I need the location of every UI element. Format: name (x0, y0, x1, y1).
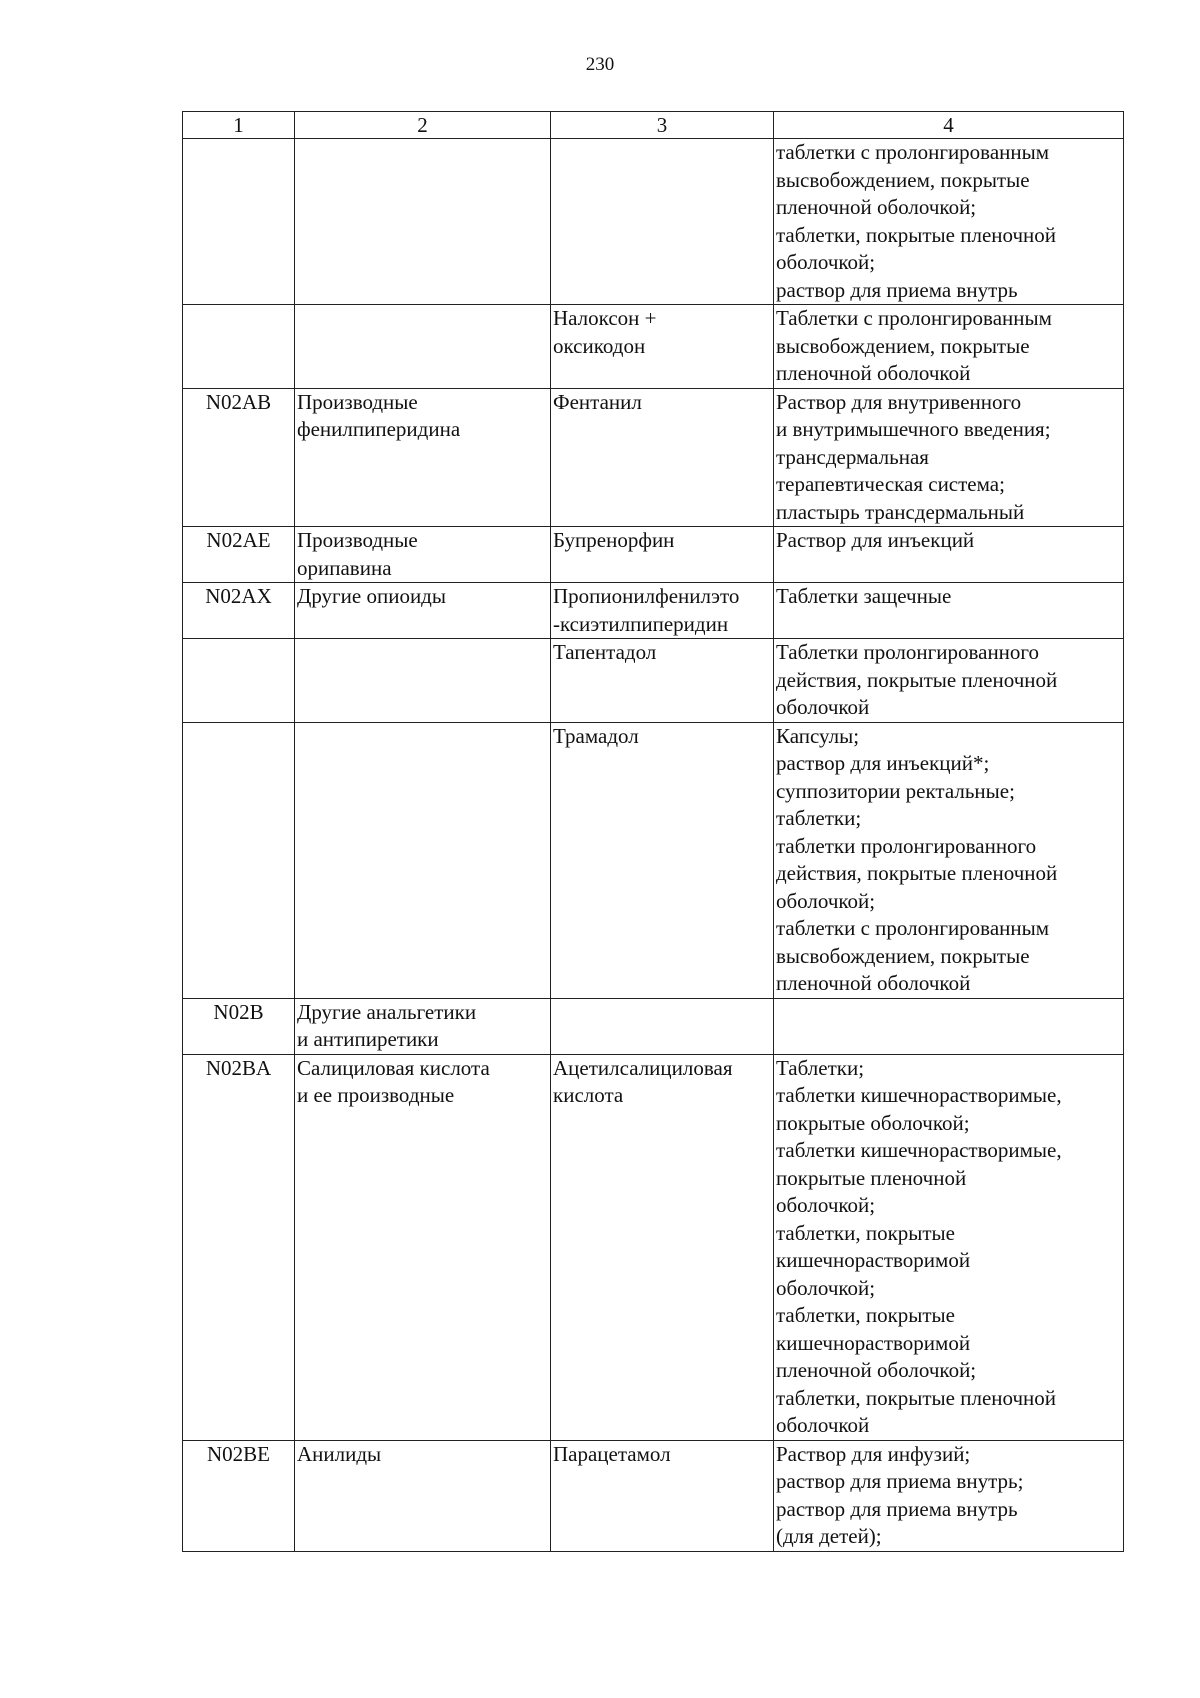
dosage-form-line: Раствор для внутривенного (776, 389, 1022, 414)
group-line: Производные (297, 528, 418, 552)
dosage-form-line: покрытые пленочной (776, 1165, 967, 1190)
dosage-form-line: таблетки пролонгированного (776, 833, 1037, 858)
dosage-form-line: пленочной оболочкой; (776, 1358, 977, 1382)
table-row (183, 139, 1124, 305)
table-body (183, 139, 1124, 1552)
dosage-form-line: Таблетки; (776, 1055, 865, 1080)
group-cell (295, 388, 551, 527)
atc-code-cell: N02BA (183, 1054, 295, 1440)
dosage-forms-cell (774, 527, 1124, 583)
dosage-form-line: Таблетки защечные (776, 584, 952, 608)
dosage-form-line: оболочкой (776, 1413, 870, 1437)
table-row (183, 583, 1124, 639)
atc-code-cell (183, 722, 295, 998)
drug-name-cell (551, 388, 774, 527)
drug-name-cell (551, 305, 774, 389)
dosage-form-line: кишечнорастворимой (776, 1248, 971, 1272)
group-line: орипавина (297, 555, 392, 580)
atc-code-cell: N02AE (183, 527, 295, 583)
drug-name-cell (551, 722, 774, 998)
dosage-form-line: пластырь трансдермальный (776, 499, 1025, 524)
dosage-form-line: таблетки с пролонгированным (776, 916, 1050, 940)
dosage-form-line: кишечнорастворимой (776, 1330, 971, 1355)
table-header-row (183, 112, 1124, 139)
group-line: Другие анальгетики (297, 999, 477, 1024)
group-cell (295, 639, 551, 723)
dosage-form-line: Раствор для инъекций (776, 528, 975, 552)
dosage-form-line: таблетки, покрытые (776, 1220, 955, 1245)
page-number: 230 (585, 54, 615, 75)
dosage-form-line: терапевтическая система; (776, 472, 1005, 496)
group-line: Салициловая кислота (297, 1055, 490, 1080)
dosage-form-line: и внутримышечного введения; (776, 417, 1051, 441)
drug-name-line: оксикодон (553, 333, 646, 358)
dosage-form-line: высвобождением, покрытые (776, 943, 1030, 968)
column-header-2: 2 (295, 112, 551, 139)
dosage-form-line: пленочной оболочкой; (776, 195, 977, 219)
table-row (183, 1054, 1124, 1440)
column-header-1: 1 (183, 112, 295, 139)
dosage-form-line: таблетки, покрытые пленочной (776, 1385, 1057, 1410)
dosage-form-line: раствор для инъекций*; (776, 751, 990, 775)
dosage-forms-cell (774, 305, 1124, 389)
dosage-form-line: таблетки кишечнорастворимые, (776, 1083, 1062, 1107)
group-line: и ее производные (297, 1083, 455, 1107)
column-header-4: 4 (774, 112, 1124, 139)
drug-name-cell (551, 1440, 774, 1551)
drug-name-line: Фентанил (553, 389, 642, 414)
atc-code-cell: N02AX (183, 583, 295, 639)
dosage-form-line: действия, покрытые пленочной (776, 861, 1058, 885)
dosage-form-line: таблетки с пролонгированным (776, 140, 1050, 164)
table-row (183, 639, 1124, 723)
dosage-form-line: (для детей); (776, 1524, 882, 1548)
dosage-form-line: пленочной оболочкой (776, 971, 971, 995)
dosage-form-line: оболочкой; (776, 888, 876, 913)
dosage-form-line: раствор для приема внутрь (776, 1496, 1018, 1521)
atc-code-cell: N02BE (183, 1440, 295, 1551)
atc-code-cell (183, 305, 295, 389)
dosage-form-line: высвобождением, покрытые (776, 167, 1030, 192)
drug-name-line: Бупренорфин (553, 528, 675, 552)
group-line: и антипиретики (297, 1027, 439, 1051)
group-line: Анилиды (297, 1441, 382, 1466)
group-cell (295, 583, 551, 639)
group-line: фенилпиперидина (297, 417, 461, 441)
dosage-form-line: покрытые оболочкой; (776, 1110, 970, 1135)
dosage-forms-cell (774, 1054, 1124, 1440)
dosage-form-line: таблетки кишечнорастворимые, (776, 1138, 1062, 1162)
atc-code-cell (183, 639, 295, 723)
dosage-form-line: пленочной оболочкой (776, 361, 971, 385)
group-cell (295, 998, 551, 1054)
drug-name-line: Трамадол (553, 723, 639, 748)
group-cell (295, 1054, 551, 1440)
table-row (183, 388, 1124, 527)
dosage-form-line: таблетки, покрытые (776, 1303, 955, 1327)
dosage-form-line: суппозитории ректальные; (776, 778, 1015, 803)
dosage-form-line: таблетки; (776, 806, 862, 830)
dosage-forms-cell (774, 998, 1124, 1054)
drug-table (182, 111, 1124, 1552)
drug-name-cell (551, 139, 774, 305)
dosage-form-line: раствор для приема внутрь; (776, 1469, 1024, 1493)
drug-name-line: Налоксон + (553, 306, 657, 330)
drug-name-cell (551, 639, 774, 723)
dosage-form-line: раствор для приема внутрь (776, 277, 1018, 302)
dosage-forms-cell (774, 583, 1124, 639)
group-cell (295, 139, 551, 305)
table-row (183, 722, 1124, 998)
dosage-form-line: Таблетки с пролонгированным (776, 306, 1052, 330)
dosage-form-line: оболочкой; (776, 1275, 876, 1300)
drug-name-cell (551, 527, 774, 583)
drug-name-cell (551, 998, 774, 1054)
group-line: Производные (297, 389, 418, 414)
dosage-form-line: оболочкой; (776, 250, 876, 274)
table-row (183, 998, 1124, 1054)
dosage-form-line: оболочкой (776, 695, 870, 719)
group-cell (295, 1440, 551, 1551)
drug-name-line: Тапентадол (553, 640, 657, 664)
dosage-forms-cell (774, 1440, 1124, 1551)
dosage-form-line: высвобождением, покрытые (776, 333, 1030, 358)
drug-name-cell (551, 1054, 774, 1440)
dosage-form-line: таблетки, покрытые пленочной (776, 222, 1057, 247)
dosage-form-line: действия, покрытые пленочной (776, 667, 1058, 692)
group-line: Другие опиоиды (297, 584, 446, 608)
dosage-forms-cell (774, 139, 1124, 305)
dosage-form-line: Капсулы; (776, 723, 860, 748)
drug-name-line: Парацетамол (553, 1441, 671, 1466)
drug-name-line: Ацетилсалициловая (553, 1055, 733, 1080)
table-row (183, 527, 1124, 583)
drug-name-line: кислота (553, 1083, 624, 1107)
drug-name-cell (551, 583, 774, 639)
atc-code-cell: N02B (183, 998, 295, 1054)
dosage-form-line: Раствор для инфузий; (776, 1441, 971, 1466)
group-cell (295, 722, 551, 998)
dosage-forms-cell (774, 388, 1124, 527)
dosage-forms-cell (774, 722, 1124, 998)
drug-name-line: -ксиэтилпиперидин (553, 611, 729, 636)
dosage-form-line: оболочкой; (776, 1193, 876, 1217)
table-row (183, 305, 1124, 389)
group-cell (295, 305, 551, 389)
dosage-form-line: трансдермальная (776, 444, 929, 469)
dosage-form-line: Таблетки пролонгированного (776, 640, 1040, 664)
group-cell (295, 527, 551, 583)
column-header-3: 3 (551, 112, 774, 139)
drug-name-line: Пропионилфенилэто (553, 584, 740, 608)
table-row (183, 1440, 1124, 1551)
atc-code-cell (183, 139, 295, 305)
atc-code-cell: N02AB (183, 388, 295, 527)
dosage-forms-cell (774, 639, 1124, 723)
